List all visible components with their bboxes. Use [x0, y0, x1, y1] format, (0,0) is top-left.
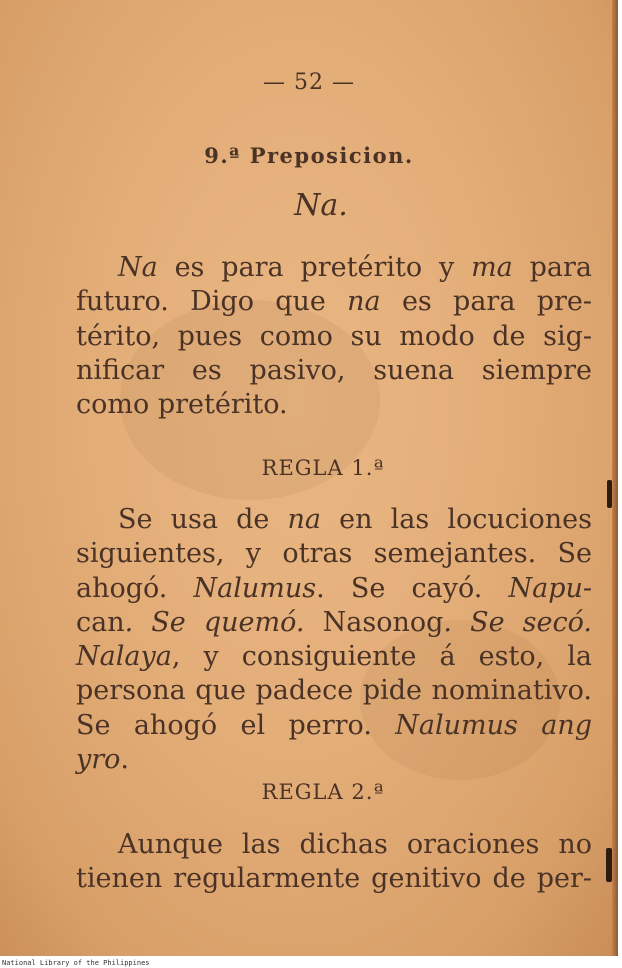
text-line [76, 862, 592, 896]
paragraph-3 [76, 828, 592, 897]
text-line [76, 674, 592, 708]
paragraph-1 [76, 251, 592, 422]
italic-term: Napu- [508, 572, 592, 604]
text-line [76, 388, 592, 422]
text-run: Se usa de [118, 504, 288, 535]
text-line [76, 251, 592, 285]
text-run: Se ahogó el perro. [76, 709, 396, 741]
italic-term: . Se secó. [443, 606, 592, 638]
italic-term: na [347, 286, 381, 318]
text-run: como pretérito. [76, 389, 288, 421]
italic-term: . Se quemó. [124, 606, 323, 638]
text-run: can [76, 606, 125, 638]
text-line [76, 503, 592, 537]
text-run: persona que padece pide nominativo. [76, 675, 592, 707]
text-run: ahogó. [76, 572, 194, 604]
edge-mark [607, 480, 612, 508]
italic-term: Nalaya [76, 641, 172, 673]
rule-1-heading: REGLA 1.ª [261, 456, 385, 480]
text-run: térito, pues como su modo de sig- [76, 320, 592, 352]
section-heading: 9.ª Preposicion. [204, 143, 414, 168]
text-line [76, 709, 592, 743]
text-run: para [512, 252, 593, 283]
edge-mark [606, 848, 612, 882]
italic-term: yro [76, 744, 121, 776]
text-run: Aunque las dichas oraciones no [118, 829, 592, 860]
italic-term: Nalumus [193, 572, 317, 604]
text-line [76, 640, 592, 674]
library-footer: National Library of the Philippines [2, 959, 150, 967]
text-run: en las locuciones [321, 504, 593, 535]
text-run: nificar es pasivo, suena siempre [76, 354, 592, 386]
italic-term: ma [471, 252, 513, 283]
text-run: . [120, 744, 130, 776]
rule-2-heading: REGLA 2.ª [261, 780, 385, 804]
italic-term: Na [118, 252, 158, 283]
section-subtitle: Na. [294, 188, 348, 223]
text-line [76, 828, 592, 862]
text-line [76, 285, 592, 319]
text-run: es para pre- [380, 286, 592, 318]
text-run: siguientes, y otras semejantes. Se [76, 538, 592, 570]
text-run: futuro. Digo que [76, 286, 348, 318]
text-line [76, 572, 592, 606]
text-run: tienen regularmente genitivo de per- [76, 863, 592, 895]
text-run: es para pretérito y [157, 252, 472, 283]
italic-term: na [287, 504, 321, 535]
text-line [76, 606, 592, 640]
text-line [76, 320, 592, 354]
page-number: — 52 — [263, 70, 355, 95]
paragraph-2 [76, 503, 592, 777]
text-run: , y consiguiente á esto, la [171, 641, 592, 673]
text-line [76, 537, 592, 571]
text-line [76, 743, 592, 777]
text-run: . Se cayó. [316, 572, 509, 604]
text-line [76, 354, 592, 388]
italic-term: Nalumus ang [395, 709, 592, 741]
text-run: Nasonog [322, 606, 444, 638]
